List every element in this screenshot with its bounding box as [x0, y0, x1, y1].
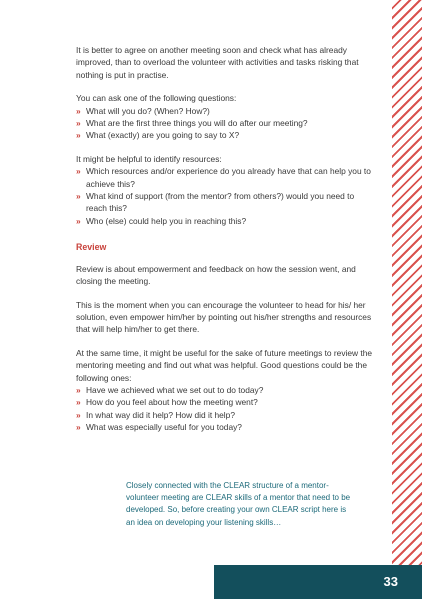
- bullet-icon: »: [76, 118, 81, 129]
- list-item: » What are the first three things you will do after our meeting?: [76, 118, 308, 129]
- resources-intro: It might be helpful to identify resources:: [76, 153, 222, 164]
- list-item: » What was especially useful for you today?: [76, 422, 242, 433]
- questions-intro: You can ask one of the following questions:: [76, 93, 237, 104]
- footer-bar: [214, 565, 422, 599]
- intro-paragraph: It is better to agree on another meeting soon and check what has already improved, than to overload the volunteer with activities and tasks risking that nothing is put in practise.: [76, 45, 359, 80]
- callout-text: Closely connected with the CLEAR structure of a mentor-volunteer meeting are CLEAR skills of a mentor that need to be developed. So, before creating your own CLEAR script here is an idea on developing your listening skills…: [126, 481, 351, 527]
- bullet-icon: »: [76, 397, 81, 408]
- bullet-icon: »: [76, 105, 81, 116]
- review-paragraph-1: Review is about empowerment and feedback on how the session went, and closing the meeting.: [76, 263, 356, 287]
- questions-list: [76, 105, 376, 142]
- list-item: » How do you feel about how the meeting went?: [76, 397, 258, 408]
- decorative-stripes: [392, 0, 422, 565]
- bullet-icon: »: [76, 130, 81, 141]
- bullet-icon: »: [76, 215, 81, 226]
- review-paragraph-2: This is the moment when you can encourage the volunteer to head for his/ her solution, even empower him/her by pointing out his/her strengths and resources that will help him/her to get there.: [76, 299, 372, 335]
- list-item: » In what way did it help? How did it help?: [76, 409, 235, 420]
- bullet-icon: »: [76, 422, 81, 433]
- list-item: » What will you do? (When? How?): [76, 105, 210, 116]
- review-heading: Review: [76, 242, 107, 253]
- bullet-icon: »: [76, 166, 81, 177]
- review-paragraph-3: At the same time, it might be useful for the sake of future meetings to review the mentoring meeting and find out what was helpful. Good questions could be the following ones:: [76, 347, 373, 383]
- resources-list: [76, 165, 376, 227]
- list-item: » Who (else) could help you in reaching this?: [76, 215, 247, 226]
- page-number: 33: [383, 574, 398, 589]
- bullet-icon: »: [76, 409, 81, 420]
- bullet-icon: »: [76, 384, 81, 395]
- bullet-icon: »: [76, 191, 81, 202]
- list-item: » What kind of support (from the mentor? from others?) would you need to reach this?: [76, 191, 355, 214]
- page-content: [76, 44, 376, 445]
- review-questions-list: [76, 384, 376, 434]
- list-item: » What (exactly) are you going to say to X?: [76, 130, 240, 141]
- list-item: » Have we achieved what we set out to do today?: [76, 384, 264, 395]
- list-item: » Which resources and/or experience do you already have that can help you to achieve this?: [76, 166, 371, 189]
